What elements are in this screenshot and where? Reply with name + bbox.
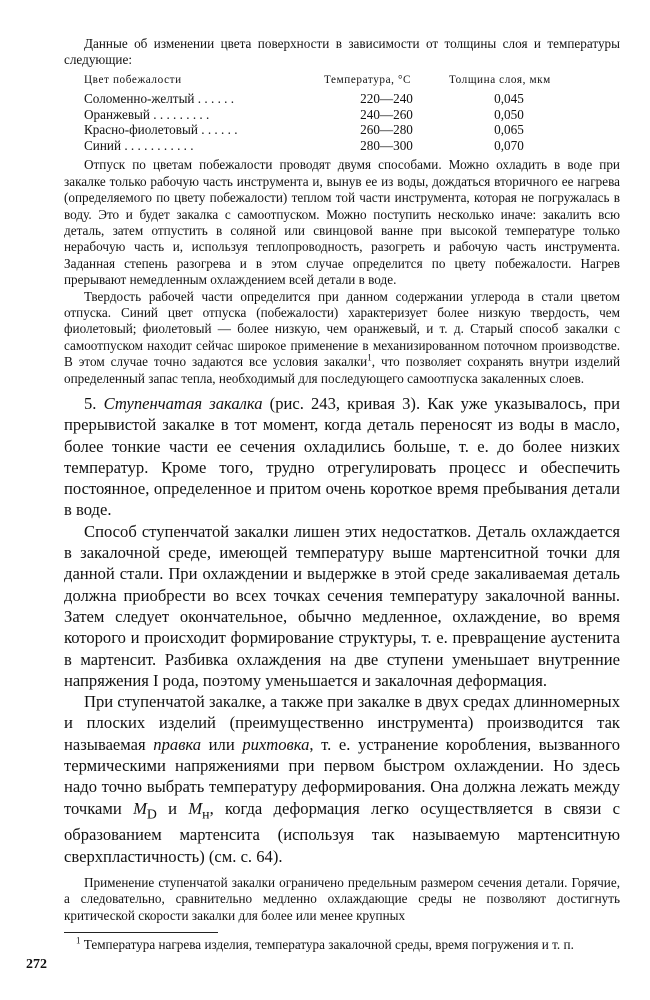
cell-thickness: 0,065: [494, 122, 524, 138]
symbol-md-subscript: D: [146, 805, 157, 821]
cell-color: Оранжевый . . . . . . . . .: [84, 106, 210, 122]
cell-color: Красно-фиолетовый . . . . . .: [84, 122, 238, 138]
table-header-row: [84, 73, 569, 92]
cell-color: Соломенно-желтый . . . . . .: [84, 91, 235, 107]
section-5-paragraph: [64, 393, 620, 521]
term-pravka: правка: [153, 734, 202, 754]
paragraph-text: (рис. 243, кривая 3). Как уже указывалось, при прерывистой закалке в тот момент, когда деталь переносят из воды в масло, более тонкие части ее сечения охладились больше, т. е. до более низких температур. Кроме того, трудно отрегулировать процесс и обеспечить постоянное, определенное и притом очень короткое время пребывания детали в воде.: [64, 394, 620, 520]
cell-color: Синий . . . . . . . . . . .: [84, 137, 194, 153]
cell-temp: 260—280: [360, 122, 413, 138]
paragraph-text: и: [156, 798, 189, 818]
paragraph-self-tempering: Отпуск по цветам побежалости проводят двумя способами. Можно охладить в воде при закалке только рабочую часть инструмента и, вынув ее из воды, дождаться вторичного ее нагрева (определяемого по цвету побежалости) теплом той части инструмента, которая не погружалась в воду. Это и будет закалка с самоотпуском. Можно поступить несколько иначе: закалить всю деталь, затем отпустить в соляной или свинцовой ванне при высокой температуре только нерабочую часть и, используя теплопроводность, разогреть и рабочую часть инструмента. Заданная степень разогрева и в этом случае определится по цвету побежалости. Нагрев прерывают немедленным охлаждением всей детали в воде.: [64, 157, 620, 288]
cell-temp: 220—240: [360, 91, 413, 107]
table-row: [84, 91, 569, 107]
cell-temp: 240—260: [360, 106, 413, 122]
cell-thickness: 0,050: [494, 106, 524, 122]
table-row: [84, 122, 569, 138]
paragraph-limitation: Применение ступенчатой закалки ограничено предельным размером сечения детали. Горячие, а следовательно, сравнительно медленно охлаждающие среды не позволяют достигнуть критической скорости закалки для более или менее крупных: [64, 874, 620, 923]
table-row: [84, 138, 569, 154]
paragraph-text: или: [201, 734, 243, 754]
paragraph-text: , что позволяет сохранять внутри изделий определенный запас тепла, необходимый для последующего самоотпуска закаленных слоев.: [64, 354, 620, 386]
page-content: [64, 36, 620, 953]
paragraph-text: При ступенчатой закалке, а также при закалке в двух средах длинномерных и плоских изделий (преимущественно инструмента) производится так называемая: [64, 692, 620, 754]
paragraph-hardness: [64, 289, 620, 387]
paragraph-text: , когда деформация легко осуществляется в связи с образованием мартенсита (используя так называемую мартенситную сверхпластичность) (см. с. 64).: [64, 798, 621, 866]
paragraph-text: Твердость рабочей части определится при данном содержании углерода в стали цветом отпуска. Синий цвет отпуска (побежалости) характеризует более низкую твердость, чем фиолетовый; фиолетовый — более низкую, чем оранжевый, и т. д. Старый способ закалки с самоотпуском находит сейчас широкое применение в механизированном поточном производстве. В этом случае точно задаются все условия закалки: [64, 288, 620, 370]
paragraph-straightening: [64, 691, 620, 867]
footnote: [64, 937, 620, 953]
cell-thickness: 0,045: [494, 91, 524, 107]
section-number: 5.: [84, 394, 97, 413]
footnote-text: Температура нагрева изделия, температура закалочной среды, время погружения и т. п.: [80, 937, 574, 953]
table-row: [84, 107, 569, 123]
footnote-ref: 1: [367, 352, 372, 363]
term-rikhtovka: рихтовка: [242, 734, 310, 754]
symbol-mn-subscript: н: [202, 805, 210, 821]
section-title: Ступенчатая закалка: [103, 394, 263, 413]
paragraph-step-method: Способ ступенчатой закалки лишен этих недостатков. Деталь охлаждается в закалочной среде, имеющей температуру выше мартенситной точки для данной стали. При охлаждении и выдержке в этой среде закаливаемая деталь должна приобрести во всех точках сечения температуру закалочной ванны. Затем следует окончательное, обычно медленное, охлаждение, во время которого и происходит формирование структуры, т. е. превращение аустенита в мартенсит. Разбивка охлаждения на две ступени уменьшает внутренние напряжения I рода, поэтому уменьшается и закалочная деформация.: [64, 521, 620, 690]
col-header-color: Цвет побежалости: [84, 73, 182, 86]
page-number: 272: [26, 957, 47, 972]
col-header-temp: Температура, °С: [324, 73, 412, 86]
paragraph-text: , т. е. устранение коробления, вызванного термическими напряжениями при первом быстром охлаждении. Но здесь надо точно выбрать температуру деформирования. Она должна лежать между точками: [64, 734, 620, 818]
cell-temp: 280—300: [360, 137, 413, 153]
temper-color-table: [84, 73, 569, 154]
intro-paragraph: Данные об изменении цвета поверхности в зависимости от толщины слоя и температуры следующие:: [64, 36, 620, 68]
col-header-thickness: Толщина слоя, мкм: [449, 73, 551, 86]
cell-thickness: 0,070: [494, 137, 524, 153]
symbol-mn: M: [188, 798, 203, 818]
footnote-mark: 1: [76, 935, 81, 946]
symbol-md: M: [133, 798, 147, 818]
footnote-divider: [64, 932, 218, 933]
